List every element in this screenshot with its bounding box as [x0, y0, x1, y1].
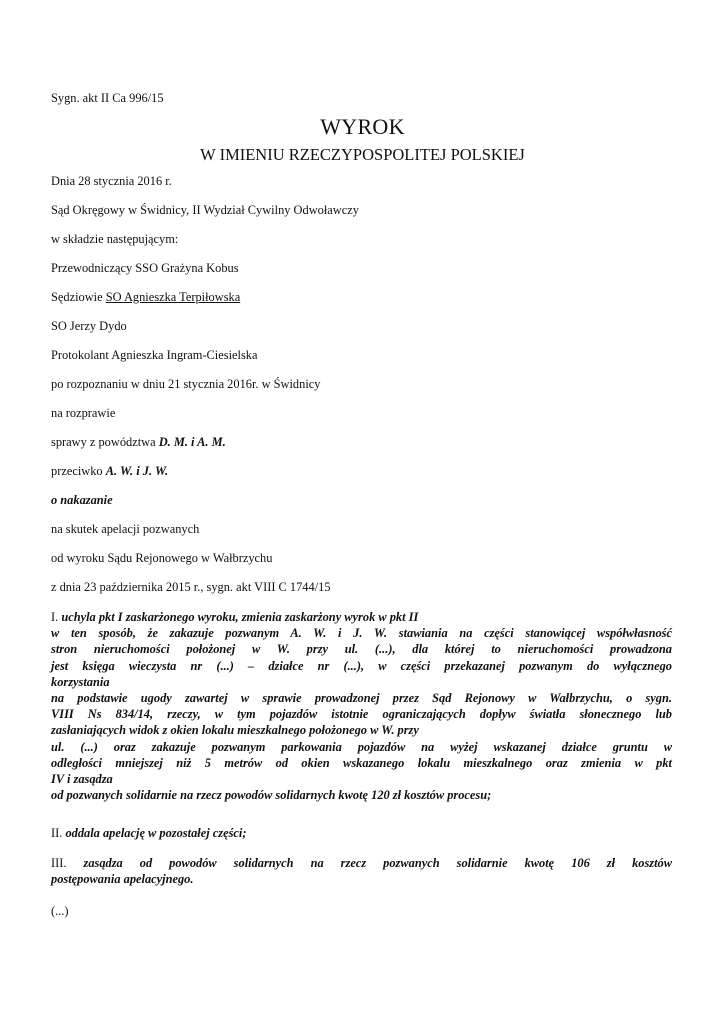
point-1-line	[51, 609, 672, 625]
point-1-line: IV i zasądza	[51, 772, 113, 787]
point-1-line: korzystania	[51, 674, 110, 689]
document-subtitle: W IMIENIU RZECZYPOSPOLITEJ POLSKIEJ	[200, 145, 525, 164]
judges-prefix: Sędziowie	[51, 290, 106, 304]
subject-line: o nakazanie	[51, 493, 113, 507]
document-title: WYROK	[320, 114, 405, 139]
point-1-line: na podstawie ugody zawartej w sprawie prowadzonej przez Sąd Rejonowy w Wałbrzychu, o sygn.	[51, 691, 672, 706]
point-1-line: ul. (...) oraz zakazuje pozwanym parkowania pojazdów na wyżej wskazanej działce gruntu w	[51, 739, 672, 754]
case-signature: Sygn. akt II Ca 996/15	[51, 91, 164, 105]
judge-name: SO Agnieszka Terpiłowska	[105, 290, 241, 304]
judges-line	[51, 289, 240, 305]
clerk-line: Protokolant Agnieszka Ingram-Ciesielska	[51, 348, 258, 362]
composition-line: w składzie następującym:	[51, 232, 179, 246]
point-1-line: stron nieruchomości położonej w W. przy ul. (...), dla której to nieruchomości prowadzona	[51, 642, 672, 657]
session-line: na rozprawie	[51, 406, 116, 420]
point-1-line: od pozwanych solidarnie na rzecz powodów solidarnych kwotę 120 zł kosztów procesu;	[51, 788, 492, 803]
point-2	[51, 825, 246, 841]
point-3-text: zasądza od powodów solidarnych na rzecz pozwanych solidarnie kwotę 106 zł kosztów	[83, 856, 673, 870]
claim-line	[51, 434, 226, 450]
chair-line: Przewodniczący SSO Grażyna Kobus	[51, 261, 239, 275]
point-2-label: II.	[51, 826, 66, 840]
point-1	[51, 609, 672, 803]
lower-court-line: od wyroku Sądu Rejonowego w Wałbrzychu	[51, 551, 273, 565]
defendants: A. W. i J. W.	[105, 464, 169, 478]
point-1-line: w ten sposób, że zakazuje pozwanym A. W. i J. W. stawiania na części stanowiącej współwłasność	[51, 626, 672, 641]
date-line: Dnia 28 stycznia 2016 r.	[51, 174, 172, 188]
point-1-text: uchyla pkt I zaskarżonego wyroku, zmienia zaskarżony wyrok w pkt II	[61, 610, 419, 624]
judge2-line: SO Jerzy Dydo	[51, 319, 127, 333]
appeal-line: na skutek apelacji pozwanych	[51, 522, 200, 536]
hearing-line: po rozpoznaniu w dniu 21 stycznia 2016r. w Świdnicy	[51, 377, 321, 391]
against-line	[51, 463, 168, 479]
point-3-line	[51, 855, 672, 871]
point-1-line: jest księga wieczysta nr (...) – działce nr (...), w części przekazanej pozwanym do wyłącznego	[51, 658, 672, 673]
point-1-line: odległości mniejszej niż 5 metrów od okien wskazanego lokalu mieszkalnego oraz zmienia w pkt	[51, 755, 672, 770]
claim-prefix: sprawy z powództwa	[51, 435, 159, 449]
point-1-label: I.	[51, 610, 62, 624]
against-prefix: przeciwko	[51, 464, 106, 478]
point-1-line: zasłaniających widok z okien lokalu mieszkalnego położonego w W. przy	[51, 723, 419, 738]
point-1-line: VIII Ns 834/14, rzeczy, w tym pojazdów istotnie ograniczających dopływ światła słonecznego lub	[51, 707, 672, 722]
point-3	[51, 855, 672, 887]
court-name: Sąd Okręgowy w Świdnicy, II Wydział Cywilny Odwoławczy	[51, 203, 359, 217]
point-3-line: postępowania apelacyjnego.	[51, 872, 194, 887]
claimants: D. M. i A. M.	[158, 435, 226, 449]
ellipsis: (...)	[51, 904, 69, 918]
point-2-text: oddala apelację w pozostałej części;	[65, 826, 247, 840]
lower-date-line: z dnia 23 października 2015 r., sygn. akt VIII C 1744/15	[51, 580, 331, 594]
point-3-label: III.	[51, 856, 84, 870]
